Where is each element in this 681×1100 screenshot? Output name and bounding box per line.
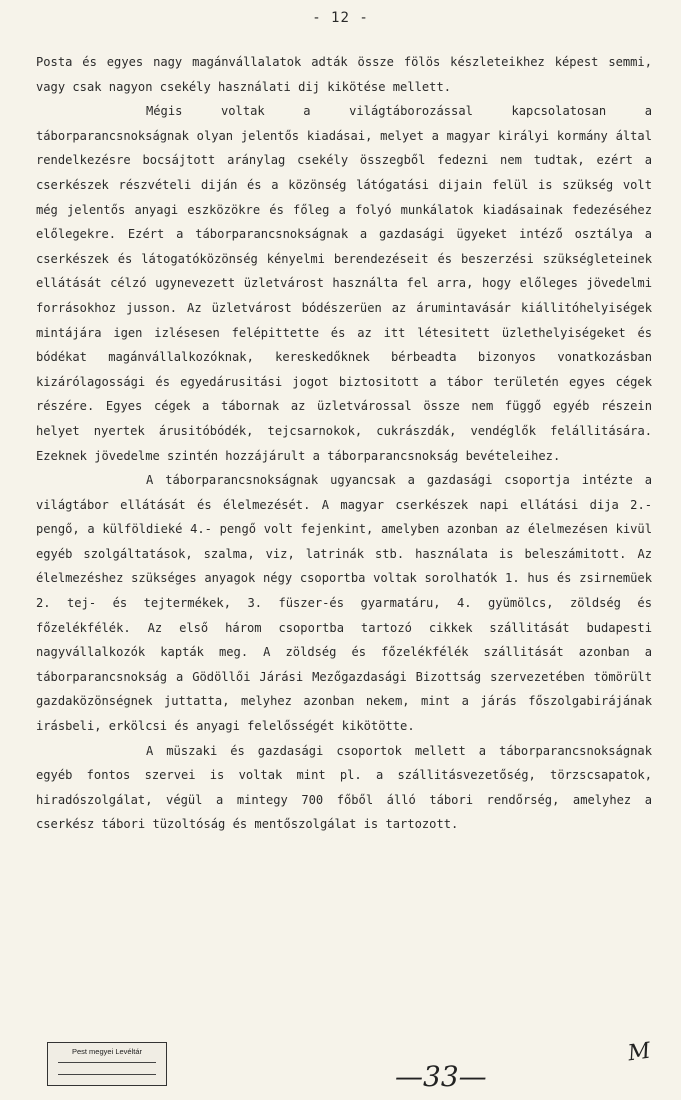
paragraph: Mégis voltak a világtáborozással kapcsolatosan a táborparancsnokságnak olyan jelentős kiadásai, melyet a magyar királyi kormány által rendelkezésre bocsájtott aránylag csekély összegből fedezni nem tudtak, ezért a cserkészek részvételi diján és a közönség látógatási dijain felül is szükség volt még jelentős anyagi eszközökre és főleg a folyó munkálatok kiadásainak fedezéséhez előlegekre. Ezért a táborparancsnokságnak a gazdasági ügyeket intéző osztálya a cserkészek és látogatóközönség kényelmi berendezéseit és beszerzési szükségleteinek ellátását célzó ugynevezett üzletvárost használta fel arra, hogy előleges jövedelmi forrásokhoz jusson. Az üzletvárost bódészerüen az árumintavásár kiállitóhelyiségek mintájára igen izlésesen felépittette és az itt létesitett üzlethelyiségeket és bódékat magánvállalkozóknak, kereskedőknek bérbeadta bizonyos vonatkozásban kizárólagossági és egyedárusitási jogot biztositott a tábor területén egyes cégek részére. Egyes cégek a tábornak az üzletvárossal össze nem függő egyéb részein helyet nyertek árusitóbódék, tejcsarnokok, cukrászdák, vendéglők felállitására. Ezeknek jövedelme szintén hozzájárult a táborparancsnokság bevételeihez. (36, 104, 652, 463)
stamp-line (58, 1062, 156, 1063)
archive-stamp-label: Pest megyei Levéltár (71, 1047, 143, 1056)
handwritten-initials: M (626, 1038, 653, 1067)
page-number: - 12 - (312, 10, 369, 26)
handwritten-page-number: —33— (395, 1060, 487, 1093)
paragraph: A táborparancsnokságnak ugyancsak a gazdasági csoportja intézte a világtábor ellátását és élelmezését. A magyar cserkészek napi ellátási dija 2.- pengő, a külföldieké 4.- pengő volt fejenkint, amelyben azonban az élelmezésen kivül egyéb szolgáltatások, szalma, viz, latrinák stb. használata is beleszámitott. Az élelmezéshez szükséges anyagok négy csoportba voltak sorolhatók 1. hus és zsirnemüek 2. tej- és tejtermékek, 3. füszer-és gyarmatáru, 4. gyümölcs, zöldség és főzelékfélék. Az első három csoportba tartozó cikkek szállitását budapesti nagyvállalkozók kapták meg. A zöldség és főzelékfélék szállitását azonban a táborparancsnokság a Gödöllői Járási Mezőgazdasági Bizottság szervezetében tömörült gazdaközönségnek juttatta, melyhez azonban nekem, mint a járás főszolgabirájának irásbeli, erkölcsi és anyagi felelősségét kikötötte. (36, 473, 652, 734)
paragraph: A müszaki és gazdasági csoportok mellett a táborparancsnokságnak egyéb fontos szervei is voltak mint pl. a szállitásvezetőség, törzscsapatok, hiradószolgálat, végül a mintegy 700 főből álló tábori rendőrség, amelyhez a cserkész tábori tüzoltóság és mentőszolgálat is tartozott. (36, 743, 652, 832)
document-body (36, 50, 652, 837)
archive-stamp (47, 1042, 167, 1086)
paragraph: Posta és egyes nagy magánvállalatok adták össze fölös készleteikhez képest semmi, vagy csak nagyon csekély használati dij kikötése mellett. (36, 55, 652, 94)
stamp-line (58, 1074, 156, 1075)
